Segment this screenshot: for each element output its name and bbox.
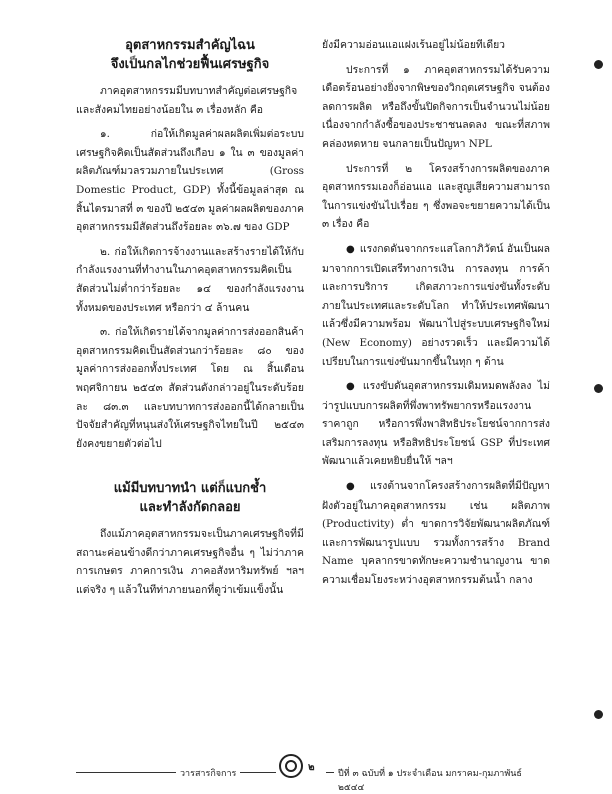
page-number: ๒ — [308, 762, 315, 773]
left-paragraph: ๒. ก่อให้เกิดการจ้างงานและสร้างรายได้ให้กับกำลังแรงงานที่ทำงานในภาคอุตสาหกรรมคิดเป็นสัดส่วนไม่ต่ำกว่าร้อยละ ๑๔ ของกำลังแรงงานทั้งหมดของประเทศ หรือกว่า ๔ ล้านคน — [76, 245, 304, 314]
footer-issue-info: ปีที่ ๓ ฉบับที่ ๑ ประจำเดือน มกราคม-กุมภาพันธ์ ๒๕๔๔ — [334, 766, 550, 794]
left-paragraph: ๓. ก่อให้เกิดรายได้จากมูลค่าการส่งออกสินค้าอุตสาหกรรมคิดเป็นสัดส่วนกว่าร้อยละ ๘๐ ของมูลค่าการส่งออกทั้งประเทศ โดย ณ สิ้นเดือนพฤศจิกายน ๒๕๔๓ สัดส่วนดังกล่าวอยู่ในระดับร้อยละ ๘๓.๓ และบทบาทการส่งออกนี้ได้กลายเป็นปัจจัยสำคัญที่หนุนส่งให้เศรษฐกิจไทยในปี ๒๕๔๓ ยังคงขยายตัวต่อไป — [76, 326, 304, 450]
section-heading-2 — [76, 479, 304, 517]
left-column — [76, 36, 304, 606]
bullet-item: ● แรงขับดันอุตสาหกรรมเดิมหมดพลังลง ไม่ว่ารูปแบบการผลิตที่พึ่งพาทรัพยากรหรือแรงงานราคาถูก หรือการพึ่งพาสิทธิประโยชน์จากการส่งเสริมการลงทุน หรือสิทธิประโยชน์ GSP ที่ประเทศพัฒนาแล้วเคยหยิบยื่นให้ ฯลฯ — [322, 377, 550, 471]
right-column — [322, 36, 550, 596]
page-footer — [76, 760, 550, 793]
section-spacer — [76, 459, 304, 479]
binder-hole-icon — [594, 710, 603, 719]
footer-journal-name: วารสารกิจการ — [176, 766, 240, 780]
bullet-item: ● แรงกดดันจากกระแสโลกาภิวัตน์ อันเป็นผลมาจากการเปิดเสรีทางการเงิน การลงทุน การค้าและการบริการ เกิดสภาวะการแข่งขันทั้งระดับภายในประเทศและระดับโลก ทำให้ประเทศพัฒนาแล้วซึ่งมีความพร้อม พัฒนาไปสู่ระบบเศรษฐกิจใหม่ (New Economy) อย่างรวดเร็ว และมีความได้เปรียบในการแข่งขันมากขึ้นในทุก ๆ ด้าน — [322, 240, 550, 371]
section-heading-2-line-2: และทำลังกัดกลอย — [139, 500, 241, 516]
right-paragraph: ยังมีความอ่อนแอแฝงเร้นอยู่ไม่น้อยทีเดียว — [322, 39, 506, 51]
section-heading-1-line-1: อุตสาหกรรมสำคัญไฉน — [125, 38, 255, 53]
right-paragraph: ประการที่ ๒ โครงสร้างการผลิตของภาคอุตสาหกรรมเองก็อ่อนแอ และสูญเสียความสามารถในการแข่งขันไปเรื่อย ๆ ซึ่งพอจะขยายความได้เป็น ๓ เรื่อง คือ — [322, 162, 550, 231]
left-paragraph: ถึงแม้ภาคอุตสาหกรรมจะเป็นภาคเศรษฐกิจที่มีสถานะค่อนข้างดีกว่าภาคเศรษฐกิจอื่น ๆ ไม่ว่าภาคการเกษตร ภาคการเงิน ภาคอสังหาริมทรัพย์ ฯลฯ แต่จริง ๆ แล้วในทีท่าภายนอกที่ดูว่าเข้มแข็งนั้น — [76, 528, 304, 597]
section-heading-2-line-1: แม้มีบทบาทนำ แต่ก็แบกช้ำ — [113, 481, 267, 497]
left-paragraph: ภาคอุตสาหกรรมมีบทบาทสำคัญต่อเศรษฐกิจและสังคมไทยอย่างน้อยใน ๓ เรื่องหลัก คือ — [76, 85, 298, 116]
binder-hole-icon — [594, 60, 603, 69]
section-heading-1 — [76, 36, 304, 74]
left-paragraph: ๑. ก่อให้เกิดมูลค่าผลผลิตเพิ่มต่อระบบเศรษฐกิจคิดเป็นสัดส่วนถึงเกือบ ๑ ใน ๓ ของมูลค่าผลิตภัณฑ์มวลรวมภายในประเทศ (Gross Domestic Product, GDP) ทั้งนี้ข้อมูลล่าสุด ณ สิ้นไตรมาสที่ ๓ ของปี ๒๕๔๓ มูลค่าผลผลิตของภาคอุตสาหกรรมมีสัดส่วนถึงร้อยละ ๓๖.๗ ของ GDP — [76, 128, 304, 234]
section-heading-1-line-2: จึงเป็นกลไกช่วยฟื้นเศรษฐกิจ — [110, 57, 270, 72]
bullet-item: ● แรงต้านจากโครงสร้างการผลิตที่มีปัญหาฝังตัวอยู่ในภาคอุตสาหกรรม เช่น ผลิตภาพ (Productivity) ต่ำ ขาดการวิจัยพัฒนาผลิตภัณฑ์และการพัฒนารูปแบบ รวมทั้งการสร้าง Brand Name บุคลากรขาดทักษะความชำนาญงาน ขาดความเชื่อมโยงระหว่างอุตสาหกรรมต้นน้ำ กลาง — [322, 477, 550, 590]
logo-inner-ring — [285, 760, 297, 772]
right-paragraph: ประการที่ ๑ ภาคอุตสาหกรรมได้รับความเดือดร้อนอย่างยิ่งจากพิษของวิกฤตเศรษฐกิจ จนต้องลดการผลิต หรือถึงขั้นปิดกิจการเป็นจำนวนไม่น้อย เนื่องจากกำลังซื้อของประชาชนลดลง ขณะที่สภาพคล่องหดหาย จนกลายเป็นปัญหา NPL — [322, 63, 550, 150]
binder-hole-icon — [594, 384, 603, 393]
journal-logo-icon — [279, 754, 303, 778]
